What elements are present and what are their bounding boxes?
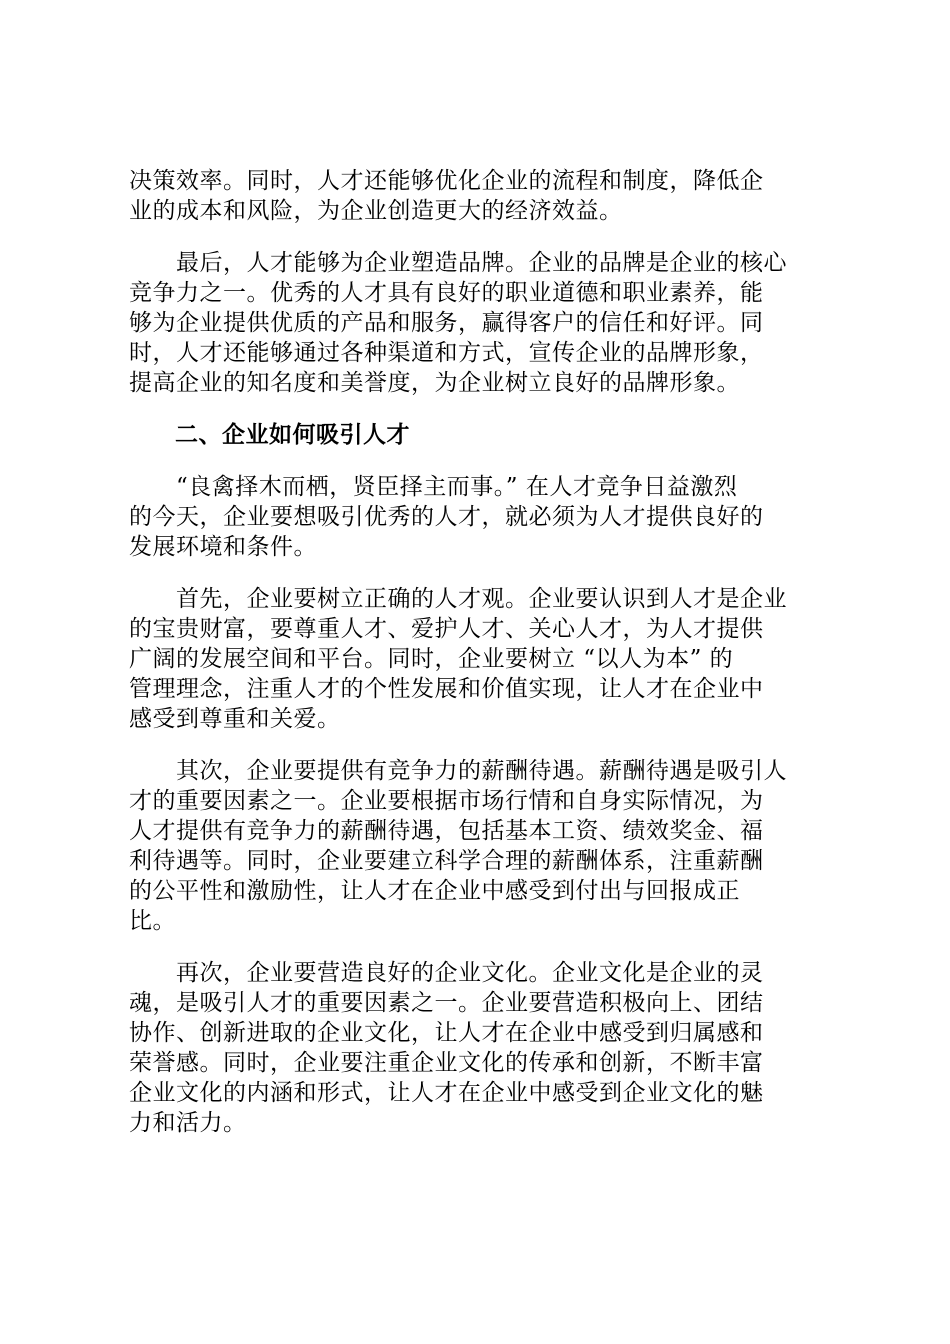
paragraph: 最后，人才能够为企业塑造品牌。企业的品牌是企业的核心 竞争力之一。优秀的人才具有良好的职业道德和职业素养，能 够为企业提供优质的产品和服务，赢得客户的信任和好评。同 时，人才还能够通过各种渠道和方式，宣传企业的品牌形象， 提高企业的知名度和美誉度，为企业树立良好的品牌形象。 <box>129 250 787 396</box>
paragraph: 再次，企业要营造良好的企业文化。企业文化是企业的灵 魂，是吸引人才的重要因素之一。企业要营造积极向上、团结 协作、创新进取的企业文化，让人才在企业中感受到归属感和 荣誉感。同时，企业要注重企业文化的传承和创新，不断丰富 企业文化的内涵和形式，让人才在企业中感受到企业文化的魅 力和活力。 <box>129 960 764 1136</box>
paragraph: 其次，企业要提供有竞争力的薪酬待遇。薪酬待遇是吸引人 才的重要因素之一。企业要根据市场行情和自身实际情况，为 人才提供有竞争力的薪酬待遇，包括基本工资、绩效奖金、福 利待遇等。同时，企业要建立科学合理的薪酬体系，注重薪酬 的公平性和激励性，让人才在企业中感受到付出与回报成正 比。 <box>129 758 787 934</box>
paragraph: 决策效率。同时，人才还能够优化企业的流程和制度，降低企 业的成本和风险，为企业创造更大的经济效益。 <box>129 168 764 224</box>
document-page <box>129 166 829 1160</box>
paragraph: “良禽择木而栖，贤臣择主而事。” 在人才竞争日益激烈 的今天，企业要想吸引优秀的人才，就必须为人才提供良好的 发展环境和条件。 <box>129 474 764 560</box>
section-heading: 二、企业如何吸引人才 <box>175 422 410 448</box>
paragraph: 首先，企业要树立正确的人才观。企业要认识到人才是企业 的宝贵财富，要尊重人才、爱护人才、关心人才，为人才提供 广阔的发展空间和平台。同时，企业要树立 “以人为本” 的 管理理念，注重人才的个性发展和价值实现，让人才在企业中 感受到尊重和关爱。 <box>129 586 787 732</box>
